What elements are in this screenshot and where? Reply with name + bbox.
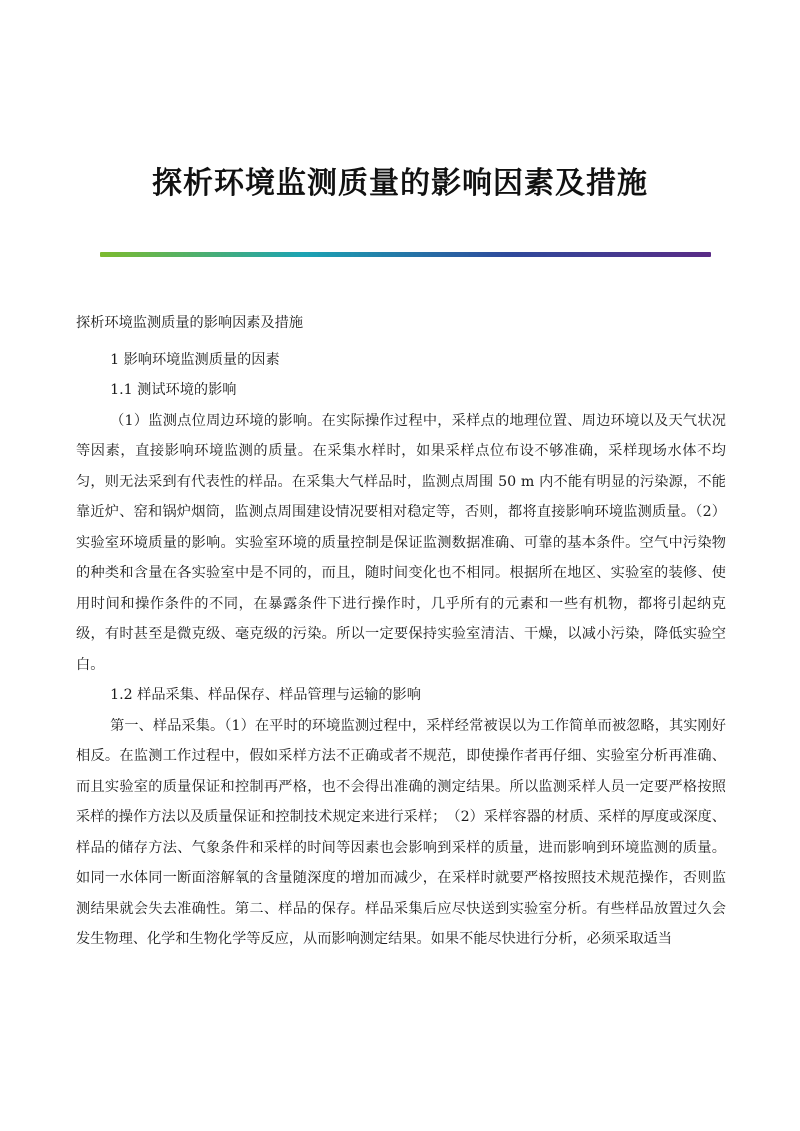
paragraph-1-2: 第一、样品采集。（1）在平时的环境监测过程中，采样经常被误以为工作简单而被忽略，其实刚好相反。在监测工作过程中，假如采样方法不正确或者不规范，即使操作者再仔细、实验室分析再准确、而且实验室的质量保证和控制再严格，也不会得出准确的测定结果。所以监测采样人员一定要严格按照采样的操作方法以及质量保证和控制技术规定来进行采样； （2）采样容器的材质、采样的厚度或深度、样品的储存方法、气象条件和采样的时间等因素也会影响到采样的质量，进而影响到环境监测的质量。如同一水体同一断面溶解氧的含量随深度的增加而减少，在采样时就要严格按照技术规范操作，否则监测结果就会失去准确性。第二、样品的保存。样品采集后应尽快送到实验室分析。有些样品放置过久会发生物理、化学和生物化学等反应，从而影响测定结果。如果不能尽快进行分析，必须采取适当 xyxy=(76,717,726,947)
paragraph-1-1: （1）监测点位周边环境的影响。在实际操作过程中，采样点的地理位置、周边环境以及天气状况等因素，直接影响环境监测的质量。在采集水样时，如果采样点位布设不够准确，采样现场水体不均匀，则无法采到有代表性的样品。在采集大气样品时，监测点周围 50 m 内不能有明显的污染源，不能靠近炉、窑和锅炉烟筒，监测点周围建设情况要相对稳定等，否则，都将直接影响环境监测质量。（2）实验室环境质量的影响。实验室环境的质量控制是保证监测数据准确、可靠的基本条件。空气中污染物的种类和含量在各实验室中是不同的，而且，随时间变化也不相同。根据所在地区、实验室的装修、使用时间和操作条件的不同，在暴露条件下进行操作时，几乎所有的元素和一些有机物，都将引起纳克级，有时甚至是微克级、毫克级的污染。所以一定要保持实验室清洁、干燥，以减小污染，降低实验空白。 xyxy=(76,412,726,673)
document-body xyxy=(76,308,726,955)
section-heading-1-2: 1.2 样品采集、样品保存、样品管理与运输的影响 xyxy=(110,687,421,703)
section-heading-1-1: 1.1 测试环境的影响 xyxy=(110,382,237,398)
title-gradient-rule xyxy=(100,252,711,257)
section-heading-1: 1 影响环境监测质量的因素 xyxy=(110,351,280,368)
document-title: 探析环境监测质量的影响因素及措施 xyxy=(152,166,648,201)
document-subtitle: 探析环境监测质量的影响因素及措施 xyxy=(76,315,304,331)
